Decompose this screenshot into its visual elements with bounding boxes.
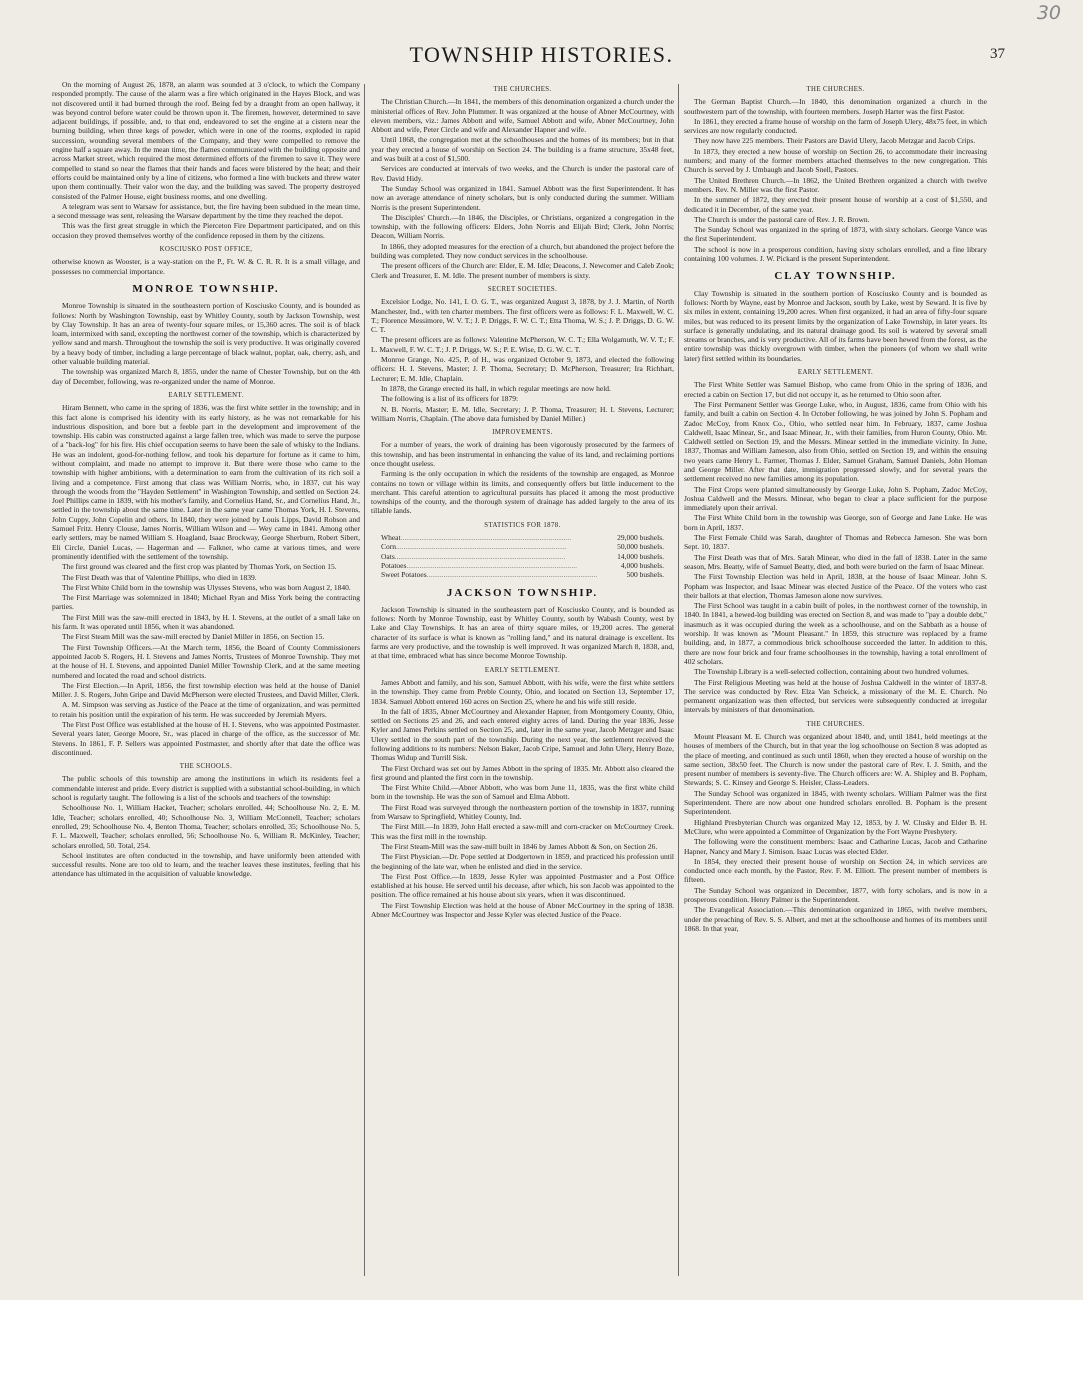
crop-yield: 14,000 bushels. [617, 551, 664, 561]
paragraph: The First Death was that of Valentine Phillips, who died in 1839. [62, 572, 257, 582]
paragraph: The Sunday School was organized in the spring of 1873, with sixty scholars. George Vance was the first Superintendent. [684, 225, 987, 244]
paragraph: The First White Child.—Abner Abbott, who was born June 11, 1835, was the first white child born in the township. He was the son of Samuel and Elma Abbott. [371, 783, 674, 802]
paragraph: The township was organized March 8, 1855, under the name of Chester Township, but on the 4th day of December, following, was re-organized under the name of Monroe. [52, 367, 360, 386]
paragraph: A. M. Simpson was serving as Justice of the Peace at the time of organization, and was permitted to retain his position until the expiration of his term. He was succeeded by Jeremiah Myers. [52, 700, 360, 719]
crop-name: Oats [381, 551, 395, 561]
paragraph: For a number of years, the work of draining has been vigorously prosecuted by the farmers of this township, and has been instrumental in enhancing the value of its land, and reclaiming portions once thought useless. [371, 440, 674, 468]
township-heading-clay: CLAY TOWNSHIP. [774, 270, 897, 283]
section-heading: THE CHURCHES. [806, 720, 865, 728]
column-right [684, 80, 987, 1278]
paragraph: In 1854, they erected their present house of worship on Section 24, in which services are conducted once each month, by the Pastor, Rev. F. M. Elliott. The present number of members is fifteen. [684, 856, 987, 885]
paragraph: The First Mill.—In 1839, John Hall erected a saw-mill and corn-cracker on McCourtney Creek. This was the first mill in the township. [371, 822, 674, 841]
paragraph: The First Female Child was Sarah, daughter of Thomas and Rebecca Jameson. She was born Sept. 10, 1837. [684, 533, 987, 552]
statistics-row [371, 561, 674, 570]
paragraph: In 1873, they erected a new house of worship on Section 26, to accommodate their increasing numbers; and many of the former members attached themselves to the new congregation. This Church is served by J. Umbaugh and Jacob Snell, Pastors. [684, 146, 987, 175]
paragraph: Monroe Grange, No. 425, P. of H., was organized October 9, 1873, and elected the following officers: H. I. Stevens, Master; J. P. Thoma, Secretary; D. McPherson, Treasurer; Ira Richhart, Lecturer; E. M. Idle, Chaplain. [371, 355, 674, 383]
leader-dots: ........................................................................................... [400, 533, 572, 543]
section-heading: EARLY SETTLEMENT. [797, 369, 874, 377]
paragraph: Services are conducted at intervals of two weeks, and the Church is under the pastoral care of Rev. David Hidy. [371, 164, 674, 183]
section-heading: SECRET SOCIETIES. [487, 285, 558, 293]
paragraph: The First Township Election was held at the house of Abner McCourtney in the spring of 1838. Abner McCourtney was Inspector and Jesse Kyler was elected Justice of the Peace. [371, 900, 674, 920]
paragraph: James Abbott and family, and his son, Samuel Abbott, with his wife, were the first white settlers in the township. They came from Preble County, Ohio, and located on Section 13, September 17, 1834. Samuel Abbott entered 160 acres on Section 25, where he and his wife still reside. [371, 677, 674, 706]
statistics-row [371, 552, 674, 561]
section-heading: THE SCHOOLS. [179, 763, 233, 771]
page-number: 37 [990, 46, 1005, 62]
crop-yield: 29,000 bushels. [617, 533, 664, 543]
section-heading: EARLY SETTLEMENT. [168, 391, 244, 399]
paragraph: Excelsior Lodge, No. 141, I. O. G. T., was organized August 3, 1878, by J. J. Martin, of North Manchester, Ind., with ten charter members. The first officers were as follows: F. L. Maxwell, W. C. T.; Florence Messimore, W. V. T.; J. P. Driggs, F. W. C. T.; Etta Thoma, W. S.; J. P. Driggs, D. G. W. C. T. [371, 297, 674, 335]
leader-dots: ........................................................................................... [396, 542, 567, 552]
paragraph: The First White Child born in the township was George, son of George and Jane Luke. He was born in April, 1837. [684, 513, 987, 532]
paragraph: The Township Library is a well-selected collection, containing about two hundred volumes. [694, 667, 969, 677]
column-rule-left [364, 84, 365, 1276]
paragraph: The Christian Church.—In 1841, the members of this denomination organized a church under the ministerial offices of Rev. John Plummer. It was organized at the house of Abner McCourtney, with eleven members, viz.: James Abbott and wife, Samuel Abbott and wife, Abner McCourtney, John Abbott and wife, Peter Circle and wife and Alexander Hapner and wife. [371, 97, 674, 135]
township-heading-jackson: JACKSON TOWNSHIP. [446, 586, 599, 599]
paragraph: The Church is under the pastoral care of Rev. J. R. Brown. [694, 214, 870, 224]
section-heading: EARLY SETTLEMENT. [484, 666, 561, 674]
section-heading: THE CHURCHES. [806, 86, 865, 93]
statistics-table [371, 533, 674, 579]
column-middle [371, 80, 674, 1278]
crop-name: Potatoes [381, 560, 407, 570]
crop-yield: 4,000 bushels. [620, 560, 664, 570]
section-heading: KOSCIUSKO POST OFFICE, [159, 246, 253, 254]
paragraph: In the summer of 1872, they erected their present house of worship at a cost of $1,550, and dedicated it in December, of the same year. [684, 195, 987, 214]
column-rule-right [678, 84, 679, 1276]
paragraph: On the morning of August 26, 1878, an alarm was sounded at 3 o'clock, to which the Company responded promptly. The cause of the alarm was a fire which originated in the Hayes Block, and was not discovered until it had burned through the roof. Being fed by a draught from an open hallway, it was beyond control before water could be thrown upon it. The firemen, however, determined to save adjacent buildings, if possible, and, to that end, endeavored to set the engine at a cistern near the burning building, when three kegs of powder, which were in one of the rooms, exploded in rapid succession, wounding several members of the Company, and they were compelled to remove the engine half a square away. In the mean time, the flames communicated with the building opposite and across Market street, which required the most determined efforts of the firemen to save it. They were compelled to stand so near the flames that their hands and faces were blistered by the heat; and their efforts could be maintained only by a line of citizens, who formed a line with buckets and threw water upon them continually. Their valor won the day, and the building was saved. The property destroyed consisted of the Palmer House, eight business rooms, and one dwelling. [52, 80, 360, 201]
paragraph: The First Township Election was held in April, 1838, at the house of Isaac Minear. John S. Popham was Inspector, and Isaac Minear was elected Justice of the Peace. Of the voters who cast their ballots at that election, Thomas Jameson alone now survives. [684, 572, 987, 600]
crop-name: Corn [381, 542, 396, 552]
paragraph: School institutes are often conducted in the township, and have uniformly been attended with successful results. None are too old to learn, and the teacher leaves these institutes, feeling that his attendance has ultimated in the acquisition of valuable knowledge. [52, 850, 360, 879]
paragraph: The First Marriage was solemnized in 1840; Michael Ryan and Miss York being the contracting parties. [52, 593, 360, 612]
paragraph: The first ground was cleared and the first crop was planted by Thomas York, on Section 15. [62, 562, 337, 572]
paragraph: This was the first great struggle in which the Pierceton Fire Department participated, and on this occasion they proved themselves worthy of the confidence reposed in them by the citizens. [52, 221, 360, 240]
paragraph: The present officers of the Church are: Elder, E. M. Idle; Deacons, J. Newcomer and Caleb Zook; Clerk and Treasurer, E. M. Idle. The present number of members is sixty. [371, 261, 674, 280]
paragraph: Mount Pleasant M. E. Church was organized about 1840, and, until 1841, held meetings at the houses of members of the Church, but in that year the log schoolhouse on Section 8 was adopted as the place of meeting, and continued as such until 1860, when they erected a house of worship on the same section, 38x50 feet. The Church is now under the pastoral care of Rev. I. J. Smith, and the present number of members is seventy-five. The Church officers are: W. A. Shipley and B. Popham, Stewards; S. C. Kinsey and George S. Heisler, Class-Leaders. [684, 732, 987, 788]
paragraph: Until 1868, the congregation met at the schoolhouses and the homes of its members; but in that year they erected a house of worship on Section 24. The building is a frame structure, 35x48 feet, and was built at a cost of $1,500. [371, 135, 674, 164]
statistics-row [371, 542, 674, 551]
paragraph: The First Election.—In April, 1856, the first township election was held at the house of Daniel Miller. J. S. Rogers, John Gripe and David McPherson were elected Trustees, and David Miller, Clerk. [52, 680, 360, 700]
paragraph: The Disciples' Church.—In 1846, the Disciples, or Christians, organized a congregation in the township, with the following officers: Elders, John Norris and Elijah Bird; Clerk, John Norris; Deacon, William Norris. [371, 212, 674, 241]
paragraph: The Sunday School was organized in December, 1877, with forty scholars, and is now in a prosperous condition. Henry Palmer is the Superintendent. [684, 885, 987, 905]
paragraph: The First White Child born in the township was Ulysses Stevens, who was born August 2, 1840. [62, 582, 351, 592]
paragraph: The First Township Officers.—At the March term, 1856, the Board of County Commissioners appointed Jacob S. Rogers, H. I. Stevens and James Norris, Trustees of Monroe Township. They met at the house of H. I. Stevens, and appointed Daniel Miller Township Clerk, and at the same meeting numbered and located the road and school districts. [52, 642, 360, 680]
paragraph: In the fall of 1835, Abner McCourtney and Alexander Hapner, from Montgomery County, Ohio, settled on Sections 25 and 26, and each entered eighty acres of land. During the year 1836, Jesse Kyler and James Perkins settled on Section 25, and, later in the same year, Jacob Metzger and Isaac Ulery settled in the south part of the township. During the next year, the settlement received the following additions to its numbers: Nelson Baker, Jacob Cripe, Samuel and John Ulery, Henry Boze, Thomas Widup and Turrill Sisk. [371, 706, 674, 763]
leader-dots: ........................................................................................... [406, 560, 578, 570]
paragraph: The public schools of this township are among the institutions in which its residents feel a commendable interest and pride. Every district is supplied with a substantial school-building, in which school is regularly taught. The following is a list of the schools and teachers of the township: [52, 774, 360, 803]
crop-name: Wheat [381, 533, 401, 543]
paragraph: The First School was taught in a cabin built of poles, in the northwest corner of the township, in 1840. In 1841, a hewed-log building was erected on Section 8, and was made to "pay a double debt," inasmuch as it was occupied during the week as a schoolhouse, and on the Sabbath as a house of worship. It was known as "Mount Pleasant." In 1859, this structure was replaced by a frame building, and, in 1877, a commodious brick schoolhouse succeeded the latter. In addition to this, there are now four brick and four frame schoolhouses in the township, having a total enrollment of 402 scholars. [684, 601, 987, 666]
paragraph: Highland Presbyterian Church was organized May 12, 1853, by J. W. Clusky and Elder B. H. McClure, who were appointed a Committee of Organization by the Fort Wayne Presbytery. [684, 817, 987, 836]
section-heading: IMPROVEMENTS. [492, 429, 553, 437]
paragraph: The First Orchard was set out by James Abbott in the spring of 1835. Mr. Abbott also cleared the first ground and planted the first corn in the township. [371, 763, 674, 782]
footer-band [0, 1300, 1083, 1390]
paragraph: Monroe Township is situated in the southeastern portion of Kosciusko County, and is bounded as follows: North by Washington Township, east by Whitley County, south by Jackson Township, west by Clay Township. It has an area of twenty-four square miles, or 15,360 acres. The soil is of black loam, intermixed with sand, excepting the northwest corner of the township, which is characterized by yellow sand and marsh. Throughout the township the soil is very productive. It was originally covered by a heavy body of timber, including a large percentage of black walnut, poplar, oak, cherry, ash, and other valuable building material. [52, 301, 360, 367]
paragraph: The First Steam-Mill was the saw-mill built in 1846 by James Abbott & Son, on Section 26. [381, 841, 658, 851]
statistics-row [371, 570, 674, 579]
crop-yield: 50,000 bushels. [617, 542, 664, 552]
paragraph: The First Post Office.—In 1839, Jesse Kyler was appointed Postmaster and a Post Office established at his house. He served until his decease, after which, his son Jacob was appointed to the position. The office remained at his house about six years, when it was discontinued. [371, 871, 674, 900]
paragraph: The First Road was surveyed through the northeastern portion of the township in 1837, running from Warsaw to Springfield, Whitley County, Ind. [371, 802, 674, 822]
section-heading: STATISTICS FOR 1878. [484, 521, 561, 529]
paragraph: In 1878, the Grange erected its hall, in which regular meetings are now held. [381, 383, 611, 393]
paragraph: The Sunday School was organized in 1841. Samuel Abbott was the first Superintendent. It has now an average attendance of ninety scholars, but is only conducted during the summer. William Norris is the present Superintendent. [371, 183, 674, 212]
paragraph: The following is a list of its officers for 1879: [381, 394, 519, 404]
paragraph: They now have 225 members. Their Pastors are David Ulery, Jacob Metzgar and Jacob Crips. [694, 136, 976, 146]
leader-dots: ........................................................................................... [394, 551, 566, 561]
paragraph: The German Baptist Church.—In 1840, this denomination organized a church in the southwestern part of the township, with fourteen members. Joseph Harter was the first Pastor. [684, 97, 987, 116]
crop-yield: 500 bushels. [626, 570, 664, 580]
paragraph: otherwise known as Wooster, is a way-station on the P., Ft. W. & C. R. R. It is a small village, and possesses no commercial importance. [52, 257, 360, 276]
paragraph: The present officers are as follows: Valentine McPherson, W. C. T.; Ella Wolgamuth, W. V. T.; F. L. Maxwell, F. W. C. T.; J. P. Driggs, W. S.; P. E. Wise, D. G. W. C. T. [371, 335, 674, 354]
running-title: TOWNSHIP HISTORIES. [409, 42, 674, 67]
paragraph: The First Death was that of Mrs. Sarah Minear, who died in the fall of 1838. Later in the same season, Mrs. Beatty, wife of Samuel Beatty, died, and both were buried on the farm of Isaac Minear. [684, 552, 987, 571]
paragraph: In 1861, they erected a frame house of worship on the farm of Joseph Ulery, 48x75 feet, in which services are now regularly conducted. [684, 116, 987, 136]
section-heading: THE CHURCHES. [493, 86, 552, 93]
township-heading-monroe: MONROE TOWNSHIP. [132, 282, 280, 295]
paragraph: The following were the constituent members: Isaac and Catharine Lucas, Jacob and Catharine Hapner, Nancy and Mary J. Simison. Isaac Lucas was elected Elder. [684, 837, 987, 856]
pencil-page-mark: 30 [1036, 2, 1061, 24]
paragraph: The First Post Office was established at the house of H. I. Stevens, who was appointed Postmaster. Several years later, George Moore, Sr., was placed in charge of the office, as the successor of Mr. Stevens. In 1861, F. P. Sellers was appointed Postmaster, and shortly after that date the office was discontinued. [52, 720, 360, 757]
paragraph: The First White Settler was Samuel Bishop, who came from Ohio in the spring of 1836, and erected a cabin on Section 17, but did not occupy it, as he returned to Ohio soon after. [684, 380, 987, 399]
paragraph: The First Mill was the saw-mill erected in 1843, by H. I. Stevens, at the outlet of a small lake on his farm. It was operated until 1856, when it was abandoned. [52, 612, 360, 632]
paragraph: The school is now in a prosperous condition, having sixty scholars enrolled, and a fine library containing 100 volumes. J. W. Pickard is the present Superintendent. [684, 244, 987, 264]
paragraph: The First Crops were planted simultaneously by George Luke, John S. Popham, Zadoc McCoy, Joshua Caldwell and the Messrs. Minear, who began to clear a place sufficient for the purpose immediately upon their arrival. [684, 484, 987, 513]
paragraph: The First Steam Mill was the saw-mill erected by Daniel Miller in 1856, on Section 15. [62, 632, 325, 642]
paragraph: Jackson Township is situated in the southeastern part of Kosciusko County, and is bounded as follows: North by Monroe Township, east by Whitley County, south by Wabash County, west by Lake and Clay Townships. It has an area of thirty square miles, or 19,200 acres. The general character of its surface is what is known as "rolling land," and its natural drainage is excellent. Its farms are very productive, and the township is well improved. It was organized March 8, 1838, and, at that time, embraced what has since become Monroe Township. [371, 604, 674, 661]
paragraph: The Evangelical Association.—This denomination organized in 1865, with twelve members, under the preaching of Rev. S. S. Albert, and met at the schoolhouse and homes of its members until 1868. In that year, [684, 905, 987, 933]
paragraph: Schoolhouse No. 1, William Hacket, Teacher; scholars enrolled, 44; Schoolhouse No. 2, E. M. Idle, Teacher; scholars enrolled, 40; Schoolhouse No. 3, William McConnell, Teacher; scholars enrolled, 29; Schoolhouse No. 4, Benton Thoma, Teacher; scholars enrolled, 35; Schoolhouse No. 5, F. L. Maxwell, Teacher; scholars enrolled, 56; Schoolhouse No. 6, William R. McKinley, Teacher; scholars enrolled, 50. Total, 254. [52, 803, 360, 850]
paragraph: Clay Township is situated in the southern portion of Kosciusko County and is bounded as follows: North by Wayne, east by Monroe and Jackson, south by Lake, west by Seward. It is five by six miles in extent, containing 19,200 acres. When first organized, it had an area of fifty-four square miles, but was reduced to its present limits by the organization of Lake Township, in later years. Its surface is generally undulating, and its natural drainage good. Its soil is watered by several small streams or branches, and is very productive. All of its farms have been hewed from the forest, as the entire township was thickly overgrown with timber, when the pioneers (of whom we shall write later) first settled within its boundaries. [684, 288, 987, 363]
paragraph: The First Permanent Settler was George Luke, who, in August, 1836, came from Ohio with his family, and built a cabin on Section 4. In October following, he was joined by John S. Popham and Zadoc McCoy, from Knox Co., Ohio, who settled near him. In February, 1837, came Joshua Caldwell, Isaac Minear, Sr., and Isaac Minear, Jr., with their families, from Huron County, Ohio. Mr. Caldwell settled on Section 19, and the Messrs. Minear settled in the immediate vicinity. In June, 1837, Thomas and William Jameson, also from Ohio, settled on Section 19, and within the ensuing two years came Henry L. Farmer, Thomas J. Elder, Samuel Graham, Samuel Daniels, John Homan and George Miller. After that date, immigration progressed slowly, and for several years the settlement received no new families among its population. [684, 399, 987, 484]
leader-dots: ........................................................................................... [426, 570, 598, 580]
paragraph: The Sunday School was organized in 1845, with twenty scholars. William Palmer was the first Superintendent. There are now about one hundred scholars enrolled. B. Popham is the present Superintendent. [684, 788, 987, 817]
paragraph: Farming is the only occupation in which the residents of the township are engaged, as Monroe contains no town or village within its limits, and consequently offers but little inducement to the merchant. This careful attention to agricultural pursuits has placed it among the most productive townships of the county, and the thorough system of drainage has added largely to the area of its tillable lands. [371, 469, 674, 516]
paragraph: In 1866, they adopted measures for the erection of a church, but abandoned the project before the building was completed. They now conduct services in the schoolhouse. [371, 241, 674, 261]
paragraph: The First Religious Meeting was held at the house of Joshua Caldwell in the winter of 1837-8. The service was conducted by Rev. Elza Van Scheick, a missionary of the M. E. Church. No permanent organization was then effected, but services were subsequently conducted at irregular intervals by ministers of that denomination. [684, 677, 987, 715]
paragraph: The First Physician.—Dr. Pope settled at Dodgertown in 1859, and practiced his profession until the beginning of the late war, when he enlisted and died in the service. [371, 852, 674, 871]
paragraph: A telegram was sent to Warsaw for assistance, but, the fire having been subdued in the mean time, a second message was sent, releasing the Warsaw department by the time they reached the depot. [52, 201, 360, 221]
paragraph: N. B. Norris, Master; E. M. Idle, Secretary; J. P. Thoma, Treasurer; H. I. Stevens, Lecturer; William Norris, Chaplain. (The above data furnished by Daniel Miller.) [371, 404, 674, 423]
paragraph: Hiram Bennett, who came in the spring of 1836, was the first white settler in the township; and in this fact alone is comprised his identity with its early history, as he was not remarkable for his industrious disposition, and bore but a feeble part in the development and improvement of the township. His cabin was constructed against a large fallen tree, which was made to serve the purpose of a "back-log" for his fire. His chief occupation seems to have been the sale of whisky to the Indians. He was an indolent, good-for-nothing fellow, and took his departure for fortune as it came to him, without complaint, and made no attempt to improve it. But there were those who came to the township with higher ambitions, with a determination to earn from the cultivation of its rich soil a living and a competence. First among that class was William Norris, who, in 1837, cut his way through the woods from the "Hayden Settlement" in Washington Township, and settled on Section 24. Joel Phillips came in 1839, with his mother's family, and Cornelius Hand, Sr., and Cornelius Hand, Jr., settled in the township about the same time. Later in the same year came Thomas York, H. I. Stevens, John Cuppy, John Copelin and others. In 1840, they were joined by Louis Lipps, David Robson and Samuel Fritz. Henry Clouse, James Norris, William Wilson and — Wey came in 1841. Among other early settlers, may be named William S. Hoagland, Isaac Brockway, George Sherburn, Robert Sibert, Eli Circle, Daniel Lucas, — Hagerman and — Falkner, who came at various times, and were prominently identified with the settlement of the township. [52, 403, 360, 561]
crop-name: Sweet Potatoes [381, 570, 427, 580]
statistics-row [371, 533, 674, 542]
paragraph: The United Brethren Church.—In 1862, the United Brethren organized a church with twelve members. Rev. N. Miller was the first Pastor. [684, 175, 987, 194]
column-left [52, 80, 360, 1278]
